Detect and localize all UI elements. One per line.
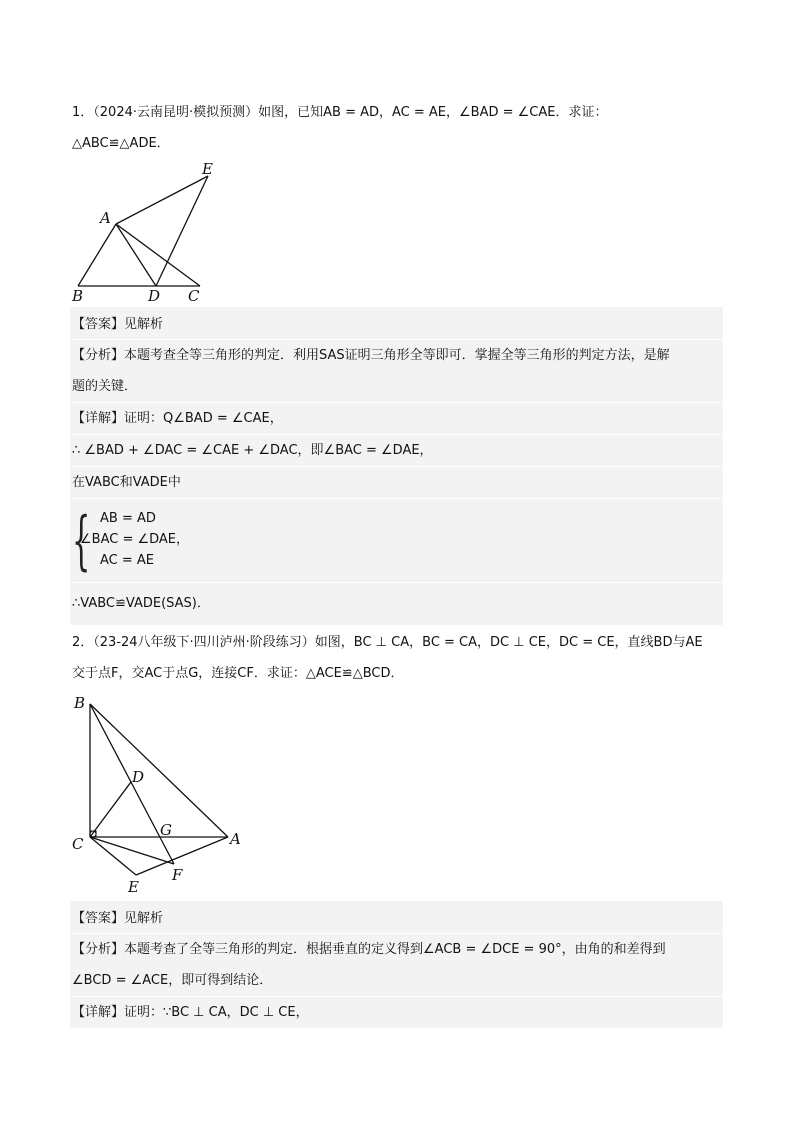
q1-answer: 【答案】见解析 <box>72 317 164 332</box>
q1-conclusion: ∴VABC≌VADE(SAS)． <box>72 596 210 611</box>
system-brace: { <box>72 504 91 578</box>
q2-label-a: A <box>230 830 241 848</box>
q2-detail-line1: 【详解】证明：∵BC ⊥ CA，DC ⊥ CE， <box>72 1005 309 1020</box>
q2-statement-line2: 交于点F，交AC于点G，连接CF．求证：△ACE≌△BCD． <box>72 666 404 681</box>
q2-figure <box>70 692 260 902</box>
q1-label-d: D <box>148 287 161 305</box>
q1-label-c: C <box>188 287 200 305</box>
q1-analysis-line1: 【分析】本题考查全等三角形的判定．利用SAS证明三角形全等即可．掌握全等三角形的判定方法，是解 <box>72 348 670 363</box>
q2-label-c: C <box>72 835 84 853</box>
q2-analysis-line2: ∠BCD = ∠ACE，即可得到结论． <box>72 973 273 988</box>
q2-label-b: B <box>74 694 86 712</box>
q2-label-g: G <box>160 821 172 839</box>
q1-label-a: A <box>100 209 111 227</box>
q1-system-row1: AB = AD <box>100 511 156 526</box>
q1-detail-line2: ∴ ∠BAD + ∠DAC = ∠CAE + ∠DAC，即∠BAC = ∠DAE， <box>72 443 433 458</box>
q1-statement-line1: 1．（2024·云南昆明·模拟预测）如图，已知AB = AD，AC = AE，∠BAD = ∠CAE．求证： <box>72 105 608 120</box>
q2-label-e: E <box>128 878 139 896</box>
q2-analysis-line1: 【分析】本题考查了全等三角形的判定．根据垂直的定义得到∠ACB = ∠DCE = 90°，由角的和差得到 <box>72 942 666 957</box>
q1-system-row3: AC = AE <box>100 553 155 568</box>
q1-system-row2: ∠BAC = ∠DAE， <box>80 532 190 547</box>
q1-label-b: B <box>72 287 84 305</box>
q2-label-d: D <box>132 768 145 786</box>
q1-detail-line3: 在VABC和VADE中 <box>72 475 181 490</box>
q2-label-f: F <box>172 866 183 884</box>
q1-analysis-line2: 题的关键． <box>72 379 138 394</box>
q1-statement-line2: △ABC≌△ADE． <box>72 136 170 151</box>
q1-detail-line1: 【详解】证明：Q∠BAD = ∠CAE， <box>72 411 283 426</box>
q1-figure <box>70 160 230 305</box>
q2-statement-line1: 2．（23-24八年级下·四川泸州·阶段练习）如图，BC ⊥ CA，BC = CA，DC ⊥ CE，DC = CE，直线BD与AE <box>72 635 703 650</box>
q2-answer: 【答案】见解析 <box>72 911 164 926</box>
q1-label-e: E <box>202 160 213 178</box>
